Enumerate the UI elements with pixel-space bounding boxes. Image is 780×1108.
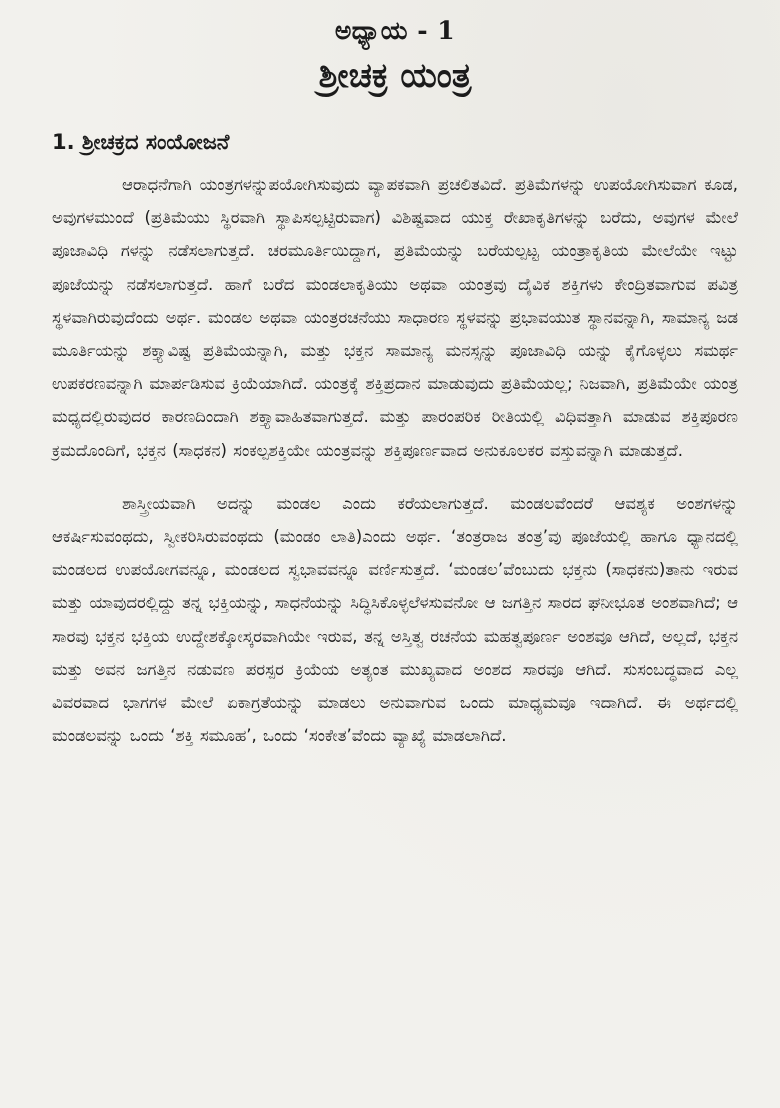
section-heading: 1. ಶ್ರೀಚಕ್ರದ ಸಂಯೋಜನೆ [52,130,230,154]
chapter-label: ಅಧ್ಯಾಯ - 1 [334,16,456,45]
paragraph-1: ಆರಾಧನೆಗಾಗಿ ಯಂತ್ರಗಳನ್ನುಪಯೋಗಿಸುವುದು ವ್ಯಾಪಕವಾಗಿ ಪ್ರಚಲಿತವಿದೆ. ಪ್ರತಿಮೆಗಳನ್ನು ಉಪಯೋಗಿಸುವಾಗ ಕೂಡ, ಅವುಗಳಮುಂದೆ (ಪ್ರತಿಮೆಯು ಸ್ಥಿರವಾಗಿ ಸ್ಥಾಪಿಸಲ್ಪಟ್ಟಿರುವಾಗ) ವಿಶಿಷ್ಟವಾದ ಯುಕ್ತ ರೇಖಾಕೃತಿಗಳನ್ನು ಬರೆದು, ಅವುಗಳ ಮೇಲೆ ಪೂಜಾವಿಧಿ ಗಳನ್ನು ನಡೆಸಲಾಗುತ್ತದೆ. ಚರಮೂರ್ತಿಯಿದ್ದಾಗ, ಪ್ರತಿಮೆಯನ್ನು ಬರೆಯಲ್ಪಟ್ಟ ಯಂತ್ರಾಕೃತಿಯ ಮೇಲೆಯೇ ಇಟ್ಟು ಪೂಜೆಯನ್ನು ನಡೆಸಲಾಗುತ್ತದೆ. ಹಾಗೆ ಬರೆದ ಮಂಡಲಾಕೃತಿಯು ಅಥವಾ ಯಂತ್ರವು ದೈವಿಕ ಶಕ್ತಿಗಳು ಕೇಂದ್ರಿತವಾಗುವ ಪವಿತ್ರ ಸ್ಥಳವಾಗಿರುವುದೆಂದು ಅರ್ಥ. ಮಂಡಲ ಅಥವಾ ಯಂತ್ರರಚನೆಯು ಸಾಧಾರಣ ಸ್ಥಳವನ್ನು ಪ್ರಭಾವಯುತ ಸ್ಥಾನವನ್ನಾಗಿ, ಸಾಮಾನ್ಯ ಜಡ ಮೂರ್ತಿಯನ್ನು ಶಕ್ತ್ಯಾವಿಷ್ಟ ಪ್ರತಿಮೆಯನ್ನಾಗಿ, ಮತ್ತು ಭಕ್ತನ ಸಾಮಾನ್ಯ ಮನಸ್ಸನ್ನು ಪೂಜಾವಿಧಿ ಯನ್ನು ಕೈಗೊಳ್ಳಲು ಸಮರ್ಥ ಉಪಕರಣವನ್ನಾಗಿ ಮಾರ್ಪಡಿಸುವ ಕ್ರಿಯೆಯಾಗಿದೆ. ಯಂತ್ರಕ್ಕೆ ಶಕ್ತಿಪ್ರದಾನ ಮಾಡುವುದು ಪ್ರತಿಮೆಯಲ್ಲ; ನಿಜವಾಗಿ, ಪ್ರತಿಮೆಯೇ ಯಂತ್ರ ಮಧ್ಯದಲ್ಲಿರುವುದರ ಕಾರಣದಿಂದಾಗಿ ಶಕ್ತ್ಯಾವಾಹಿತವಾಗುತ್ತದೆ. ಮತ್ತು ಪಾರಂಪರಿಕ ರೀತಿಯಲ್ಲಿ ವಿಧಿವತ್ತಾಗಿ ಮಾಡುವ ಶಕ್ತಿಪೂರಣ ಕ್ರಮದೊಂದಿಗೆ, ಭಕ್ತನ (ಸಾಧಕನ) ಸಂಕಲ್ಪಶಕ್ತಿಯೇ ಯಂತ್ರವನ್ನು ಶಕ್ತಿಪೂರ್ಣವಾದ ಅನುಕೂಲಕರ ವಸ್ತುವನ್ನಾಗಿ ಮಾಡುತ್ತದೆ. [52,175,738,460]
chapter-title: ಶ್ರೀಚಕ್ರ ಯಂತ್ರ [318,56,472,96]
paragraph-2: ಶಾಸ್ತ್ರೀಯವಾಗಿ ಅದನ್ನು ಮಂಡಲ ಎಂದು ಕರೆಯಲಾಗುತ್ತದೆ. ಮಂಡಲವೆಂದರೆ ಆವಶ್ಯಕ ಅಂಶಗಳನ್ನು ಆಕರ್ಷಿಸುವಂಥದು, ಸ್ವೀಕರಿಸಿರುವಂಥದು (ಮಂಡಂ ಲಾತಿ)ಎಂದು ಅರ್ಥ. ‘ತಂತ್ರರಾಜ ತಂತ್ರ’ವು ಪೂಜೆಯಲ್ಲಿ ಹಾಗೂ ಧ್ಯಾನದಲ್ಲಿ ಮಂಡಲದ ಉಪಯೋಗವನ್ನೂ, ಮಂಡಲದ ಸ್ವಭಾವವನ್ನೂ ವರ್ಣಿಸುತ್ತದೆ. ‘ಮಂಡಲ’ವೆಂಬುದು ಭಕ್ತನು (ಸಾಧಕನು)ತಾನು ಇರುವ ಮತ್ತು ಯಾವುದರಲ್ಲಿದ್ದು ತನ್ನ ಭಕ್ತಿಯನ್ನು, ಸಾಧನೆಯನ್ನು ಸಿದ್ಧಿಸಿಕೊಳ್ಳಲೆಳಸುವನೋ ಆ ಜಗತ್ತಿನ ಸಾರದ ಘನೀಭೂತ ಅಂಶವಾಗಿದೆ; ಆ ಸಾರವು ಭಕ್ತನ ಭಕ್ತಿಯ ಉದ್ದೇಶಕ್ಕೋಸ್ಕರವಾಗಿಯೇ ಇರುವ, ತನ್ನ ಅಸ್ತಿತ್ವ ರಚನೆಯ ಮಹತ್ವಪೂರ್ಣ ಅಂಶವೂ ಆಗಿದೆ, ಅಲ್ಲದೆ, ಭಕ್ತನ ಮತ್ತು ಅವನ ಜಗತ್ತಿನ ನಡುವಣ ಪರಸ್ಪರ ಕ್ರಿಯೆಯ ಅತ್ಯಂತ ಮುಖ್ಯವಾದ ಅಂಶದ ಸಾರವೂ ಆಗಿದೆ. ಸುಸಂಬದ್ಧವಾದ ಎಲ್ಲ ವಿವರವಾದ ಭಾಗಗಳ ಮೇಲೆ ಏಕಾಗ್ರತೆಯನ್ನು ಮಾಡಲು ಅನುವಾಗುವ ಒಂದು ಮಾಧ್ಯಮವೂ ಇದಾಗಿದೆ. ಈ ಅರ್ಥದಲ್ಲಿ ಮಂಡಲವನ್ನು ಒಂದು ‘ಶಕ್ತಿ ಸಮೂಹ’, ಒಂದು ‘ಸಂಕೇತ’ವೆಂದು ವ್ಯಾಖ್ಯೆ ಮಾಡಲಾಗಿದೆ. [52,493,738,746]
